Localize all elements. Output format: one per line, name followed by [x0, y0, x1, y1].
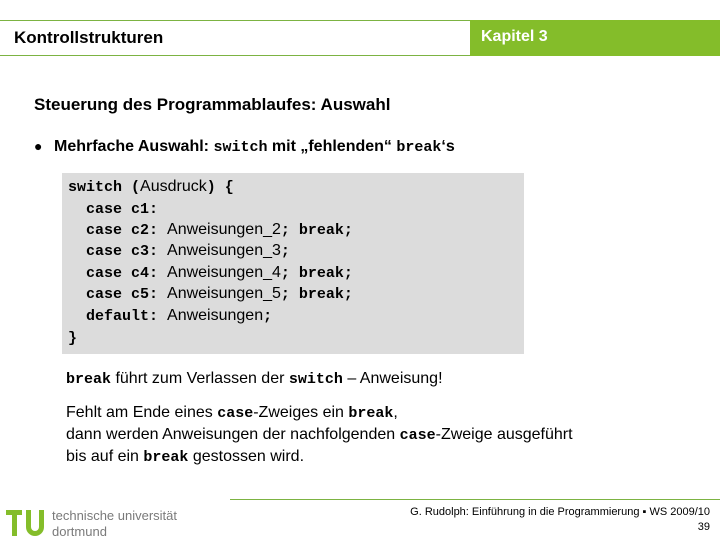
code-line	[68, 220, 353, 241]
keyword-break: break	[143, 449, 189, 466]
page-number: 39	[697, 521, 710, 533]
keyword-switch: switch	[213, 139, 268, 156]
chapter-badge	[470, 20, 720, 56]
tu-logo-icon	[4, 506, 48, 538]
code-line	[68, 306, 272, 327]
code-case: case c5:	[68, 286, 168, 303]
keyword-break: break	[66, 371, 112, 388]
code-tail: ; break;	[280, 222, 353, 239]
explanation-paragraph	[66, 402, 573, 468]
code-tail: ; break;	[280, 265, 353, 282]
code-case: case c2:	[68, 222, 168, 239]
code-tail: ;	[280, 243, 290, 260]
code-paren: (	[122, 179, 141, 196]
code-case: case c3:	[68, 243, 168, 260]
code-default: default:	[68, 308, 168, 325]
logo-line: dortmund	[52, 524, 107, 539]
code-tail: ; break;	[280, 286, 353, 303]
code-case: case c4:	[68, 265, 168, 282]
keyword-switch: switch	[288, 371, 343, 388]
paragraph-line	[66, 446, 573, 468]
keyword-break: break	[348, 405, 394, 422]
university-name	[52, 508, 177, 540]
code-expression: Ausdruck	[140, 178, 207, 195]
code-brace: }	[68, 330, 78, 347]
paragraph-text: ,	[393, 404, 398, 421]
bullet-text-before: Mehrfache Auswahl:	[54, 138, 214, 155]
code-paren: ) {	[206, 179, 234, 196]
paragraph-line	[66, 424, 573, 446]
paragraph-text: dann werden Anweisungen der nachfolgenden	[66, 426, 400, 443]
note-text: führt zum Verlassen der	[111, 370, 289, 387]
footer-credit: G. Rudolph: Einführung in die Programmierung ▪ WS 2009/10	[410, 506, 710, 518]
code-line	[68, 284, 353, 305]
code-statement: Anweisungen	[167, 307, 264, 324]
code-line	[68, 241, 290, 262]
break-note	[66, 370, 443, 388]
bullet-text-after: ‘s	[441, 138, 455, 155]
keyword-case: case	[217, 405, 254, 422]
chapter-label: Kapitel 3	[481, 28, 548, 45]
code-keyword: switch	[68, 179, 123, 196]
code-statement: Anweisungen_3	[167, 242, 281, 259]
code-case: case c1:	[68, 201, 159, 218]
code-statement: Anweisungen_4	[167, 264, 281, 281]
code-line	[68, 328, 77, 349]
logo-line: technische universität	[52, 508, 178, 523]
bullet-item	[34, 138, 455, 156]
keyword-case: case	[399, 427, 436, 444]
code-tail: ;	[263, 308, 273, 325]
paragraph-text: Fehlt am Ende eines	[66, 404, 218, 421]
section-heading: Steuerung des Programmablaufes: Auswahl	[34, 95, 391, 114]
bullet-dot-icon: ●	[34, 138, 43, 154]
code-block	[62, 173, 524, 354]
paragraph-text: -Zweiges ein	[253, 404, 349, 421]
code-line	[68, 199, 158, 220]
paragraph-line	[66, 402, 573, 424]
footer-divider	[230, 499, 720, 500]
paragraph-text: bis auf ein	[66, 448, 144, 465]
paragraph-text: gestossen wird.	[188, 448, 305, 465]
code-statement: Anweisungen_2	[167, 221, 281, 238]
slide-title: Kontrollstrukturen	[14, 28, 164, 47]
note-text: – Anweisung!	[342, 370, 443, 387]
code-line	[68, 177, 234, 198]
bullet-text-middle: mit „fehlenden“	[267, 138, 397, 155]
code-line	[68, 263, 353, 284]
keyword-break: break	[396, 139, 442, 156]
paragraph-text: -Zweige ausgeführt	[435, 426, 573, 443]
header-bar	[0, 20, 470, 56]
code-statement: Anweisungen_5	[167, 285, 281, 302]
